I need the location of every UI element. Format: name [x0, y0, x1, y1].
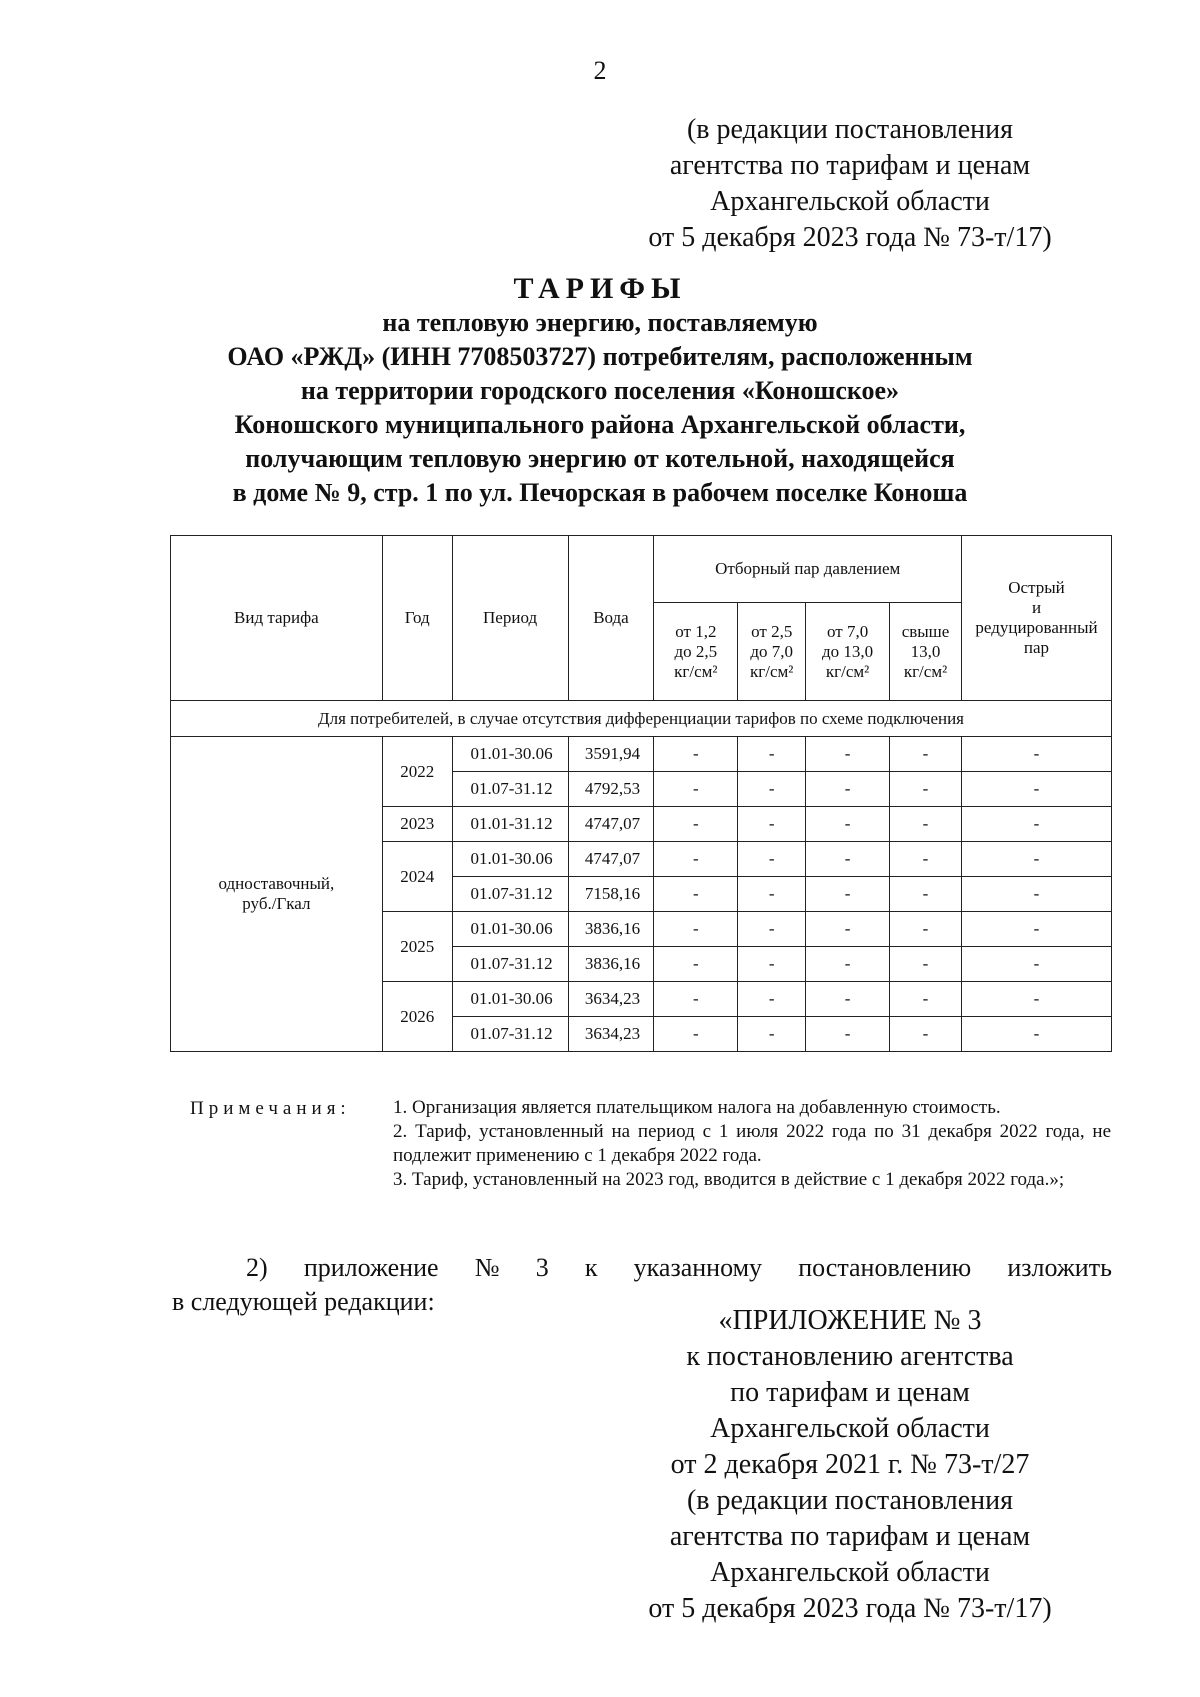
- water-value: 4792,53: [568, 772, 654, 807]
- item-2-word: 3: [535, 1253, 549, 1282]
- water-value: 4747,07: [568, 807, 654, 842]
- dash-cell: -: [961, 842, 1111, 877]
- stamp-line: от 2 декабря 2021 г. № 73-т/27: [670, 1449, 1030, 1480]
- note-item: 2. Тариф, установленный на период с 1 июля 2022 года по 31 декабря 2022 года, не подлежит применению с 1 декабря 2022 года.: [393, 1121, 1111, 1166]
- header-line: 13,0: [910, 641, 941, 661]
- header-tariff-type: Вид тарифа: [171, 536, 383, 701]
- stamp-line: (в редакции постановления: [686, 1485, 1014, 1516]
- header-steam-1: [654, 603, 738, 701]
- period-cell: 01.01-30.06: [452, 842, 568, 877]
- period-cell: 01.07-31.12: [452, 772, 568, 807]
- header-period: Период: [452, 536, 568, 701]
- dash-cell: -: [654, 947, 738, 982]
- dash-cell: -: [890, 807, 962, 842]
- stamp-line: по тарифам и ценам: [730, 1377, 970, 1408]
- year-cell: 2026: [382, 982, 452, 1052]
- year-cell: 2025: [382, 912, 452, 982]
- header-line: пар: [1023, 638, 1050, 657]
- dash-cell: -: [890, 772, 962, 807]
- stamp-line: (в редакции постановления: [686, 114, 1014, 145]
- subtitle-line: получающим тепловую энергию от котельной, находящейся: [245, 444, 955, 473]
- dash-cell: -: [961, 877, 1111, 912]
- header-line: кг/см²: [903, 661, 948, 681]
- item-2-word: приложение: [303, 1253, 439, 1282]
- item-2-word: к: [584, 1253, 598, 1282]
- header-line: свыше: [901, 621, 950, 641]
- note-item: 3. Тариф, установленный на 2023 год, вводится в действие с 1 декабря 2022 года.»;: [393, 1169, 1065, 1190]
- stamp-line: Архангельской области: [710, 1557, 990, 1588]
- document-title: ТАРИФЫ: [513, 272, 687, 305]
- dash-cell: -: [961, 947, 1111, 982]
- dash-cell: -: [654, 772, 738, 807]
- item-2-line: в следующей редакции:: [172, 1287, 435, 1316]
- notes-label: Примечания:: [190, 1098, 351, 1119]
- amendment-note-top: [640, 112, 1060, 256]
- water-value: 7158,16: [568, 877, 654, 912]
- dash-cell: -: [806, 947, 890, 982]
- dash-cell: -: [806, 842, 890, 877]
- item-2-word: указанному: [633, 1253, 763, 1282]
- dash-cell: -: [890, 912, 962, 947]
- dash-cell: -: [890, 737, 962, 772]
- header-water: Вода: [568, 536, 654, 701]
- water-value: 3591,94: [568, 737, 654, 772]
- item-2-word: постановлению: [798, 1253, 972, 1282]
- stamp-line: Архангельской области: [710, 1413, 990, 1444]
- header-line: от 1,2: [675, 621, 717, 641]
- header-line: редуцированный: [975, 618, 1098, 637]
- period-cell: 01.01-30.06: [452, 737, 568, 772]
- dash-cell: -: [890, 877, 962, 912]
- item-2-word: 2): [246, 1253, 268, 1282]
- year-cell: 2023: [382, 807, 452, 842]
- header-line: от 7,0: [826, 621, 869, 641]
- dash-cell: -: [738, 982, 806, 1017]
- dash-cell: -: [961, 807, 1111, 842]
- dash-cell: -: [654, 842, 738, 877]
- subtitle-line: ОАО «РЖД» (ИНН 7708503727) потребителям, расположенным: [227, 342, 973, 371]
- dash-cell: -: [961, 982, 1111, 1017]
- item-2-word: изложить: [1007, 1253, 1112, 1282]
- stamp-line: от 5 декабря 2023 года № 73-т/17): [648, 1593, 1052, 1624]
- period-cell: 01.07-31.12: [452, 947, 568, 982]
- water-value: 3836,16: [568, 947, 654, 982]
- dash-cell: -: [890, 947, 962, 982]
- dash-cell: -: [806, 772, 890, 807]
- header-steam-3: [806, 603, 890, 701]
- dash-cell: -: [806, 912, 890, 947]
- header-steam-group: Отборный пар давлением: [654, 536, 962, 603]
- dash-cell: -: [890, 1017, 962, 1052]
- dash-cell: -: [738, 912, 806, 947]
- dash-cell: -: [806, 982, 890, 1017]
- dash-cell: -: [738, 947, 806, 982]
- stamp-line: «ПРИЛОЖЕНИЕ № 3: [718, 1305, 982, 1336]
- dash-cell: -: [738, 737, 806, 772]
- header-line: до 2,5: [674, 641, 718, 661]
- header-sharp-steam: [961, 536, 1111, 701]
- water-value: 3634,23: [568, 1017, 654, 1052]
- subtitle-line: Коношского муниципального района Архангельской области,: [234, 410, 966, 439]
- year-cell: 2024: [382, 842, 452, 912]
- dash-cell: -: [806, 1017, 890, 1052]
- stamp-line: от 5 декабря 2023 года № 73-т/17): [648, 222, 1052, 253]
- dash-cell: -: [654, 982, 738, 1017]
- header-line: от 2,5: [751, 621, 793, 641]
- period-cell: 01.07-31.12: [452, 877, 568, 912]
- period-cell: 01.01-30.06: [452, 982, 568, 1017]
- page-number: 2: [593, 56, 607, 85]
- header-line: кг/см²: [750, 661, 794, 681]
- dash-cell: -: [654, 912, 738, 947]
- dash-cell: -: [961, 1017, 1111, 1052]
- dash-cell: -: [806, 807, 890, 842]
- dash-cell: -: [890, 982, 962, 1017]
- dash-cell: -: [738, 842, 806, 877]
- stamp-line: агентства по тарифам и ценам: [669, 150, 1031, 181]
- dash-cell: -: [738, 772, 806, 807]
- header-line: кг/см²: [674, 661, 718, 681]
- notes: [393, 1096, 1111, 1192]
- header-steam-2: [738, 603, 806, 701]
- period-cell: 01.07-31.12: [452, 1017, 568, 1052]
- section-label: Для потребителей, в случае отсутствия дифференциации тарифов по схеме подключения: [171, 701, 1112, 737]
- tariff-table: [170, 535, 1112, 1052]
- water-value: 3836,16: [568, 912, 654, 947]
- dash-cell: -: [738, 1017, 806, 1052]
- tariff-type-cell: [171, 737, 383, 1052]
- header-line: до 13,0: [822, 641, 874, 661]
- item-2-word: №: [474, 1253, 500, 1282]
- subtitle-line: на территории городского поселения «Коношское»: [300, 376, 900, 405]
- dash-cell: -: [654, 877, 738, 912]
- dash-cell: -: [806, 877, 890, 912]
- note-item: 1. Организация является плательщиком налога на добавленную стоимость.: [393, 1097, 1001, 1118]
- appendix-header: [640, 1303, 1060, 1627]
- subtitle-line: на тепловую энергию, поставляемую: [382, 308, 818, 337]
- header-line: кг/см²: [825, 661, 870, 681]
- item-2-line: [172, 1251, 1112, 1285]
- document-subtitle: [180, 306, 1020, 510]
- period-cell: 01.01-30.06: [452, 912, 568, 947]
- dash-cell: -: [738, 877, 806, 912]
- header-line: Острый: [1008, 578, 1065, 597]
- header-steam-4: [890, 603, 962, 701]
- row-label-line: одноставочный,: [218, 874, 335, 893]
- water-value: 4747,07: [568, 842, 654, 877]
- dash-cell: -: [961, 737, 1111, 772]
- subtitle-line: в доме № 9, стр. 1 по ул. Печорская в рабочем поселке Коноша: [232, 478, 968, 507]
- dash-cell: -: [961, 912, 1111, 947]
- row-label-line: руб./Гкал: [242, 894, 311, 913]
- stamp-line: к постановлению агентства: [686, 1341, 1014, 1372]
- dash-cell: -: [654, 737, 738, 772]
- stamp-line: Архангельской области: [710, 186, 990, 217]
- period-cell: 01.01-31.12: [452, 807, 568, 842]
- stamp-line: агентства по тарифам и ценам: [669, 1521, 1031, 1552]
- dash-cell: -: [890, 842, 962, 877]
- dash-cell: -: [654, 807, 738, 842]
- header-line: до 7,0: [750, 641, 794, 661]
- header-year: Год: [382, 536, 452, 701]
- dash-cell: -: [806, 737, 890, 772]
- dash-cell: -: [961, 772, 1111, 807]
- dash-cell: -: [738, 807, 806, 842]
- header-line: и: [1031, 598, 1042, 617]
- dash-cell: -: [654, 1017, 738, 1052]
- water-value: 3634,23: [568, 982, 654, 1017]
- year-cell: 2022: [382, 737, 452, 807]
